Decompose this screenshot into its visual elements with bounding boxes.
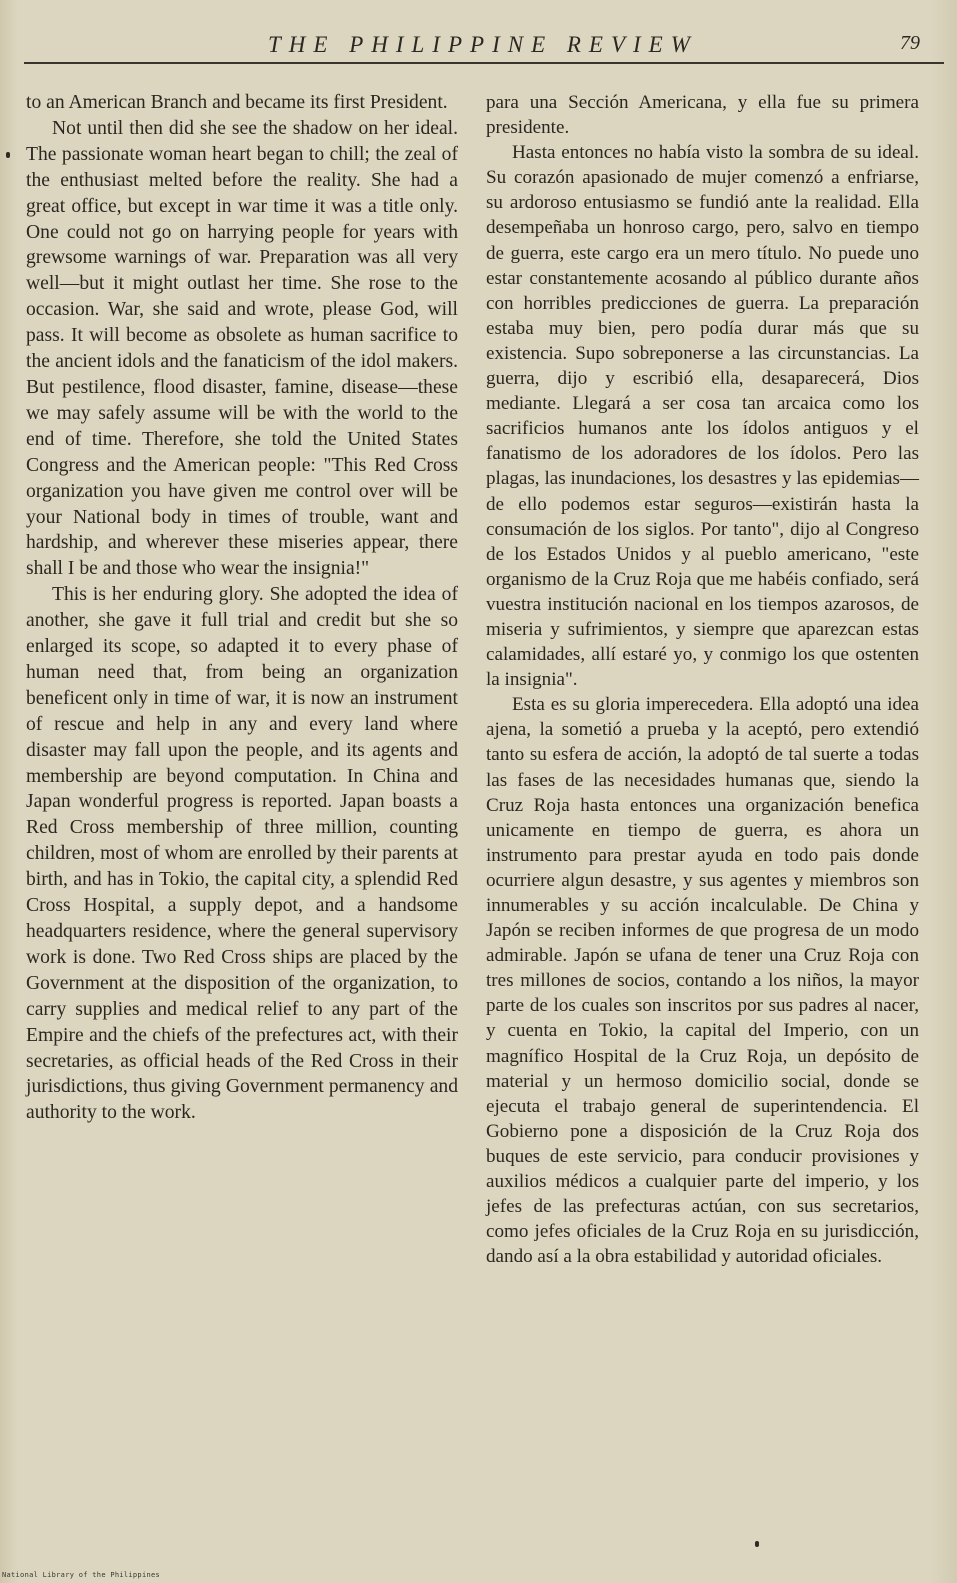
running-head <box>0 30 957 64</box>
spanish-column <box>486 90 919 1269</box>
spanish-paragraph-3: Esta es su gloria imperecedera. Ella adoptó una idea ajena, la sometió a prueba y la aceptó, pero extendió tanto su esfera de acción, la adoptó de tal suerte a todas las fases de las necesidades humanas que, siendo la Cruz Roja hasta entonces una organización benefica unicamente en tiempo de guerra, es ahora un instrumento para prestar ayuda en todo pais donde ocurriere algun desastre, y sus agentes y miembros son innumerables y su acción incalculable. De China y Japón se reciben informes de que progresa de un modo admirable. Japón se ufana de tener una Cruz Roja con tres millones de socios, contando a los niños, la mayor parte de los cuales son inscritos por sus padres al nacer, y cuenta en Tokio, la capital del Imperio, con un magnífico Hospital de la Cruz Roja, un depósito de material y un hermoso domicilio social, donde se ejecuta el trabajo general de superintendencia. El Gobierno pone a disposición de la Cruz Roja dos buques de este servicio, para conducir provisiones y auxilios médicos a cualquier parte del imperio, y los jefes de las prefecturas actúan, con sus secretarios, como jefes oficiales de la Cruz Roja en su jurisdicción, dando así a la obra estabilidad y autoridad oficiales. <box>486 694 919 1268</box>
english-paragraph-2: Not until then did she see the shadow on her ideal. The passionate woman heart began to chill; the zeal of the enthusiast melted before the reality. She had a great office, but except in war time it was a title only. One could not go on harrying people for years with grewsome warnings of war. Preparation was all very well—but it might outlast her time. She rose to the occasion. War, she said and wrote, please God, will pass. It will become as obsolete as human sacrifice to the ancient idols and the fanaticism of the idol makers. But pestilence, flood disaster, famine, disease—these we may safely assume will be with the world to the end of time. Therefore, she told the United States Congress and the American people: "This Red Cross organization you have given me control over will be your National body in times of trouble, want and hardship, and wherever these miseries appear, there shall I be and those who wear the insignia!" <box>26 117 458 580</box>
spanish-paragraph-2: Hasta entonces no había visto la sombra de su ideal. Su corazón apasionado de mujer comenzó a enfriarse, su ardoroso entusiasmo se fundió ante la realidad. Ella desempeñaba un honroso cargo, pero, salvo en tiempo de guerra, este cargo era un mero título. No puede uno estar constantemente acosando al público durante años con horribles predicciones de guerra. La preparación estaba muy bien, pero podía durar más que su existencia. Supo sobreponerse a las circunstancias. La guerra, dijo y escribió ella, desaparecerá, Dios mediante. Llegará a ser cosa tan arcaica como los sacrificios humanos ante los ídolos antiguos y el fanatismo de los adoradores de los ídolos. Pero las plagas, las inundaciones, los desastres y las epidemias—de ello podemos estar seguros—existirán hasta la consumación de los siglos. Por tanto", dijo al Congreso de los Estados Unidos y al pueblo americano, "este organismo de la Cruz Roja que me habéis confiado, será vuestra institución nacional en los tiempos azarosos, de miseria y sufrimientos, y siempre que aparezcan estas calamidades, allí estaré yo, y conmigo los que ostenten la insignia". <box>486 142 919 691</box>
english-paragraph-3: This is her enduring glory. She adopted the idea of another, she gave it full trial and credit but she so enlarged its scope, so adapted it to every phase of human need that, from being an organization beneficent only in time of war, it is now an instrument of rescue and help in any and every land where disaster may fall upon the people, and its agents and membership are beyond computation. In China and Japan wonderful progress is reported. Japan boasts a Red Cross membership of three million, counting children, most of whom are enrolled by their parents at birth, and has in Tokio, the capital city, a splendid Red Cross Hospital, a supply depot, and a handsome headquarters residence, where the general supervisory work is done. Two Red Cross ships are placed by the Government at the disposition of the organization, to carry supplies and medical relief to any part of the Empire and the chiefs of the prefectures act, with their secretaries, as official heads of the Red Cross in their jurisdictions, thus giving Government permanency and authority to the work. <box>26 584 458 1124</box>
spanish-paragraph-1: para una Sección Americana, y ella fue su primera presidente. <box>486 92 919 139</box>
running-title: THE PHILIPPINE REVIEW <box>268 32 698 57</box>
page-number: 79 <box>900 32 920 54</box>
ink-speck <box>755 1541 759 1547</box>
ink-speck <box>6 152 10 158</box>
english-paragraph-1: to an American Branch and became its first President. <box>26 92 448 113</box>
library-credit: National Library of the Philippines <box>2 1571 161 1579</box>
header-rule <box>24 62 944 64</box>
english-column <box>26 90 458 1126</box>
